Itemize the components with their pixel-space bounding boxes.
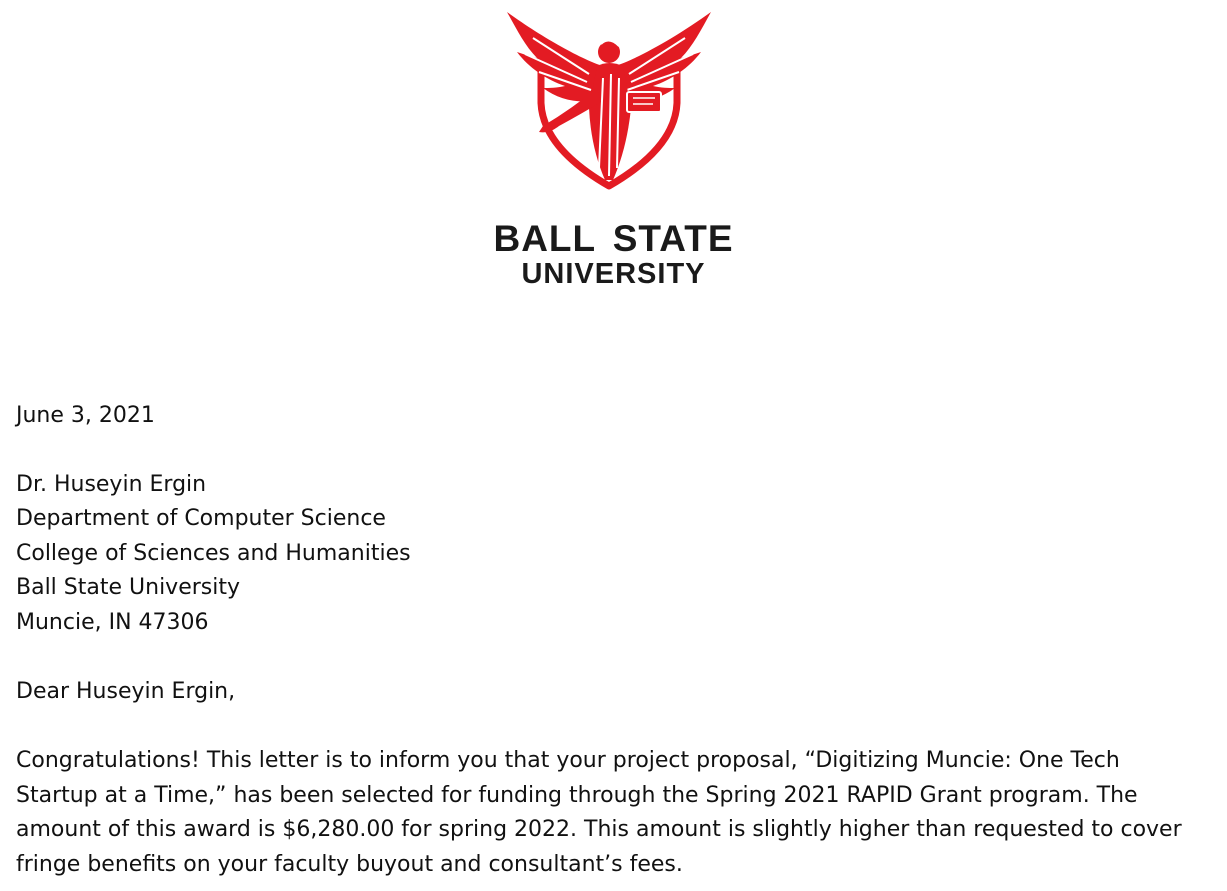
body-paragraph-line: Startup at a Time,” has been selected for funding through the Spring 2021 RAPID Grant program. The	[16, 783, 1138, 808]
recipient-name: Dr. Huseyin Ergin	[16, 472, 207, 497]
university-name-line2: UNIVERSITY	[521, 258, 706, 290]
left-wing	[507, 12, 603, 102]
body-paragraph-line: Congratulations! This letter is to inform you that your project proposal, “Digitizing Muncie: One Tech	[16, 748, 1120, 773]
right-wing	[615, 12, 711, 102]
recipient-college: College of Sciences and Humanities	[16, 541, 411, 566]
body-paragraph-line: fringe benefits on your faculty buyout and consultant’s fees.	[16, 852, 683, 877]
tablet	[627, 92, 661, 112]
recipient-institution: Ball State University	[16, 575, 240, 600]
university-seal-logo	[503, 8, 715, 190]
body-paragraph-line: amount of this award is $6,280.00 for spring 2022. This amount is slightly higher than requested to cover	[16, 817, 1182, 842]
university-name-line1: BALL STATE	[493, 218, 734, 259]
salutation: Dear Huseyin Ergin,	[16, 679, 236, 704]
recipient-city-state-zip: Muncie, IN 47306	[16, 610, 209, 635]
recipient-department: Department of Computer Science	[16, 506, 386, 531]
letter-date: June 3, 2021	[16, 403, 155, 428]
